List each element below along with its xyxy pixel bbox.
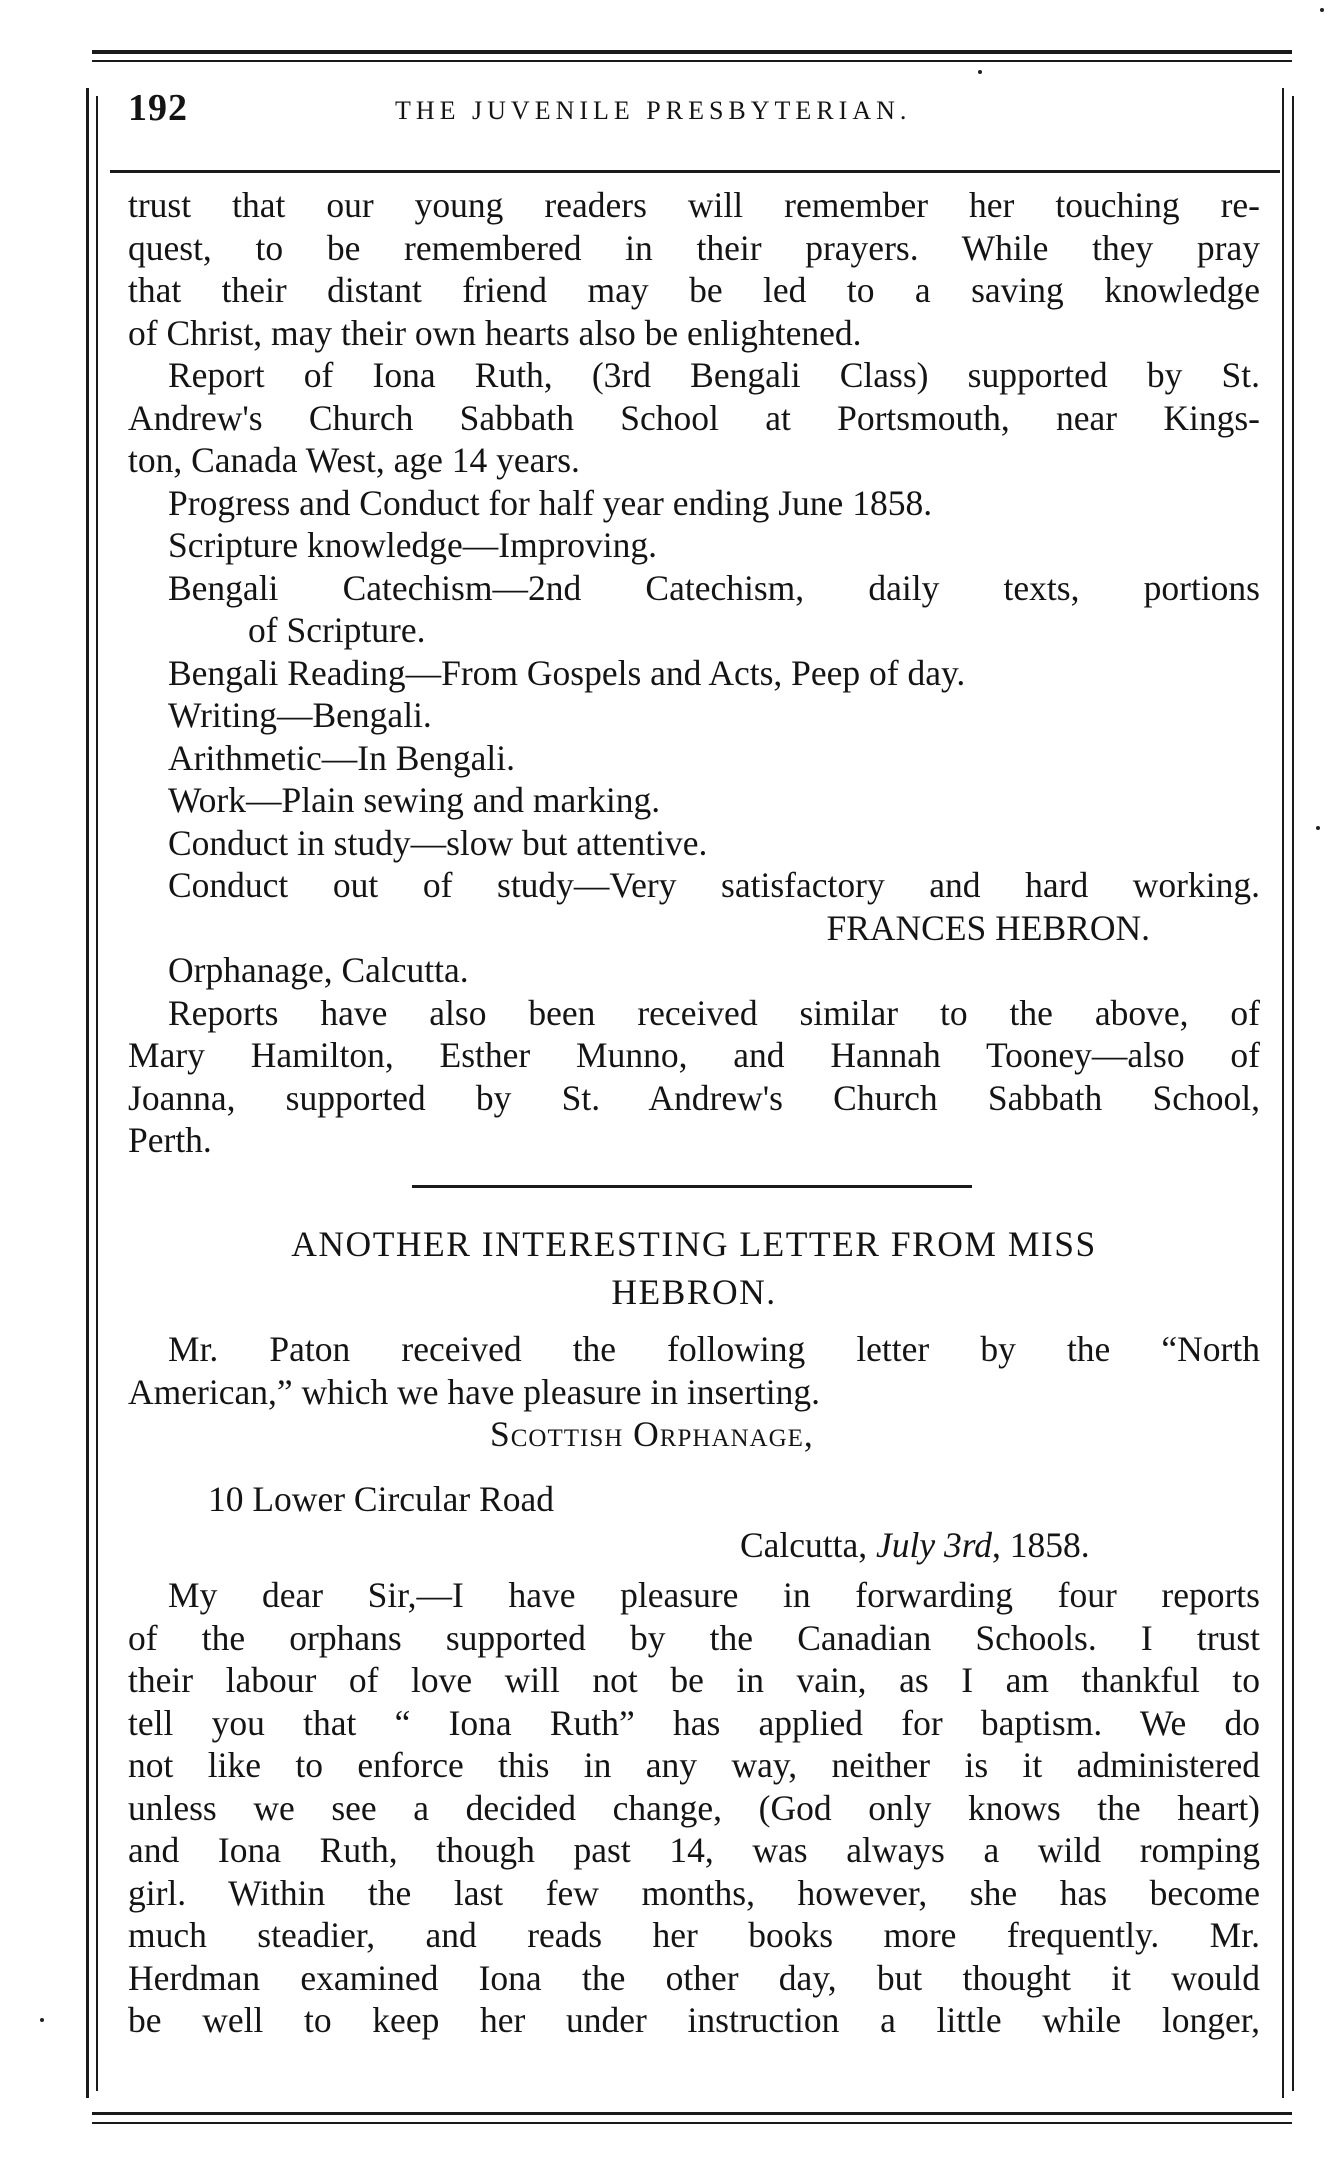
reports-line: Mary Hamilton, Esther Munno, and Hannah Tooney—also of [128, 1035, 1260, 1075]
intro-line: of Christ, may their own hearts also be enlightened. [128, 312, 862, 353]
letter-line: be well to keep her under instruction a little while longer, [128, 2000, 1260, 2040]
report-progress: Progress and Conduct for half year ending June 1858. [168, 482, 933, 523]
header-rule [110, 170, 1280, 173]
report-signature: FRANCES HEBRON. [826, 907, 1150, 948]
frame-right-rule-inner [1292, 96, 1294, 2091]
frame-left-rule-inner [96, 96, 98, 2091]
print-speck [40, 2018, 44, 2022]
report-arithmetic: Arithmetic—In Bengali. [168, 737, 516, 778]
report-place: Orphanage, Calcutta. [168, 950, 469, 990]
frame-bottom-rule [92, 2112, 1292, 2115]
letter-address-line: Scottish Orphanage, [490, 1414, 814, 1454]
report-writing: Writing—Bengali. [168, 695, 432, 735]
report-conduct-study: Conduct in study—slow but attentive. [168, 822, 708, 863]
print-speck [1320, 8, 1324, 12]
frame-top-rule [92, 50, 1292, 54]
letter-line: of the orphans supported by the Canadian Schools. I trust [128, 1617, 1260, 1658]
running-title: THE JUVENILE PRESBYTERIAN. [395, 96, 912, 125]
article-title-line: HEBRON. [611, 1272, 777, 1312]
report-line: ton, Canada West, age 14 years. [128, 440, 580, 480]
letter-line: My dear Sir,—I have pleasure in forwarding four reports [168, 1575, 1260, 1615]
report-line: Andrew's Church Sabbath School at Portsmouth, near Kings- [128, 397, 1260, 438]
frame-left-rule [86, 88, 89, 2098]
intro-line: trust that our young readers will remember her touching re- [128, 185, 1260, 225]
reports-line: Perth. [128, 1120, 212, 1160]
report-conduct-out: Conduct out of study—Very satisfactory and hard working. [168, 865, 1260, 905]
report-reading: Bengali Reading—From Gospels and Acts, Peep of day. [168, 652, 966, 693]
report-work: Work—Plain sewing and marking. [168, 780, 661, 820]
intro-line: quest, to be remembered in their prayers. While they pray [128, 227, 1260, 268]
frame-bottom-rule-inner [92, 2122, 1292, 2124]
section-divider [412, 1185, 972, 1188]
letter-line: much steadier, and reads her books more frequently. Mr. [128, 1915, 1260, 1955]
letter-line: unless we see a decided change, (God only knows the heart) [128, 1787, 1260, 1828]
reports-line: Reports have also been received similar to the above, of [168, 992, 1260, 1033]
letter-line: their labour of love will not be in vain, as I am thankful to [128, 1660, 1260, 1700]
letter-address-line: 10 Lower Circular Road [208, 1479, 555, 1519]
report-catechism-cont: of Scripture. [248, 610, 426, 650]
frame-right-rule [1282, 88, 1284, 2098]
article-intro [128, 1328, 1260, 1413]
text-column [128, 184, 1260, 1162]
letter-date-year: , 1858. [992, 1525, 1090, 1565]
article-title-line: ANOTHER INTERESTING LETTER FROM MISS [291, 1224, 1097, 1264]
letter-line: tell you that “ Iona Ruth” has applied for baptism. We do [128, 1702, 1260, 1743]
letter-line: not like to enforce this in any way, neither is it administered [128, 1745, 1260, 1785]
letter-line: Herdman examined Iona the other day, but thought it would [128, 1957, 1260, 1998]
reports-line: Joanna, supported by St. Andrew's Church Sabbath School, [128, 1077, 1260, 1118]
print-speck [978, 70, 982, 74]
letter-date [740, 1524, 1240, 1567]
report-catechism: Bengali Catechism—2nd Catechism, daily texts, portions [168, 567, 1260, 608]
letter-date-place: Calcutta, [740, 1525, 877, 1565]
article-intro-line: American,” which we have pleasure in inserting. [128, 1371, 820, 1412]
report-scripture: Scripture knowledge—Improving. [168, 525, 658, 565]
frame-top-rule-inner [92, 60, 1292, 62]
letter-date-day: July 3rd [876, 1525, 993, 1565]
letter-line: and Iona Ruth, though past 14, was always a wild romping [128, 1830, 1260, 1870]
article-intro-line: Mr. Paton received the following letter by the “North [168, 1329, 1260, 1369]
letter-body [128, 1574, 1260, 2042]
print-speck [1316, 826, 1320, 830]
letter-line: girl. Within the last few months, however, she has become [128, 1872, 1260, 1913]
page-number: 192 [128, 87, 188, 129]
intro-line: that their distant friend may be led to a saving knowledge [128, 270, 1260, 310]
report-line: Report of Iona Ruth, (3rd Bengali Class) supported by St. [168, 355, 1260, 395]
